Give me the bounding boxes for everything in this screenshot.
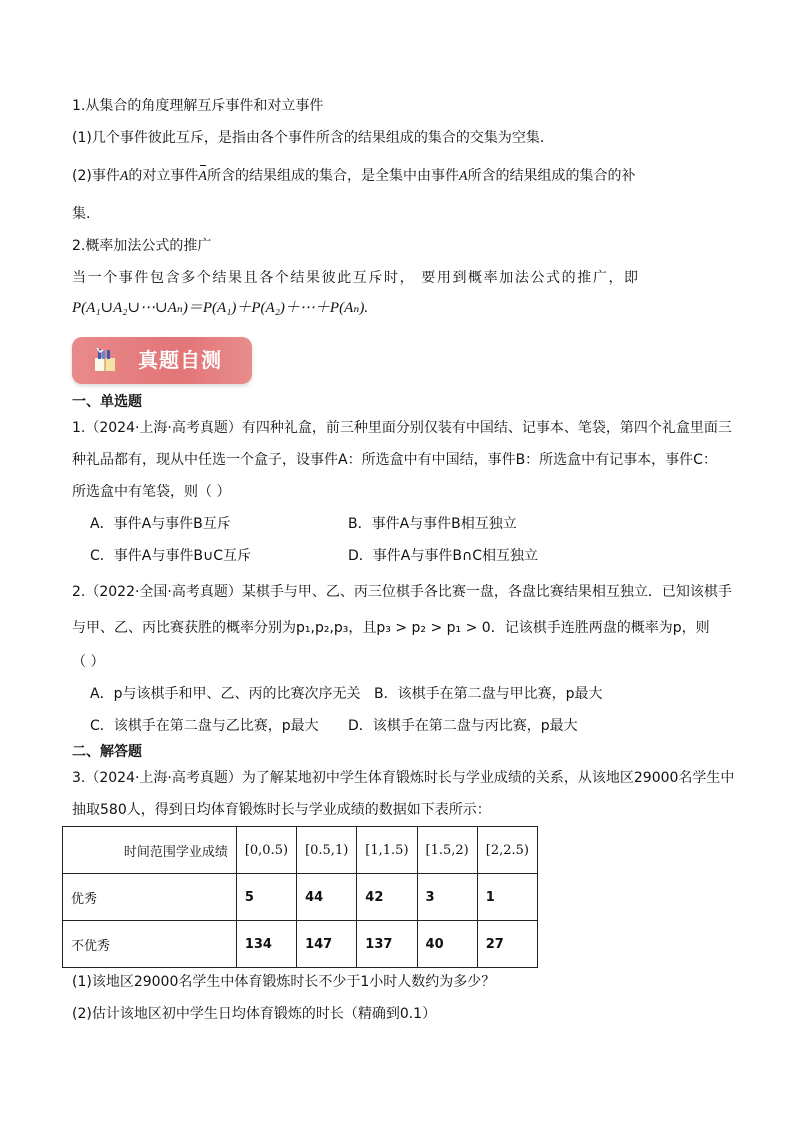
section-heading-1: 1.从集合的角度理解互斥事件和对立事件	[72, 98, 324, 114]
table-cell: 44	[297, 874, 357, 921]
table-cell: 147	[297, 921, 357, 968]
q3-stem-line1: 3.（2024·上海·高考真题）为了解某地初中学生体育锻炼时长与学业成绩的关系，从该地区29000名学生中	[72, 770, 735, 786]
table-header-cell: [0,0.5)	[236, 827, 296, 874]
q3-sub2: (2)估计该地区初中学生日均体育锻炼的时长（精确到0.1）	[72, 1006, 437, 1022]
math-A-complement: A	[198, 167, 207, 187]
paragraph-3: 当一个事件包含多个结果且各个结果彼此互斥时， 要用到概率加法公式的推广，即	[72, 270, 640, 286]
q2-option-c: C．该棋手在第二盘与乙比赛，p最大	[90, 718, 319, 734]
q2-option-d: D．该棋手在第二盘与丙比赛，p最大	[348, 718, 578, 734]
q1-stem-line1: 1.（2024·上海·高考真题）有四种礼盒，前三种里面分别仅装有中国结、记事本、笔袋，第四个礼盒里面三	[72, 420, 732, 436]
table-header-cell: [0.5,1)	[297, 827, 357, 874]
q1-option-c: C．事件A与事件B∪C互斥	[90, 548, 251, 564]
table-row	[63, 921, 538, 968]
q3-sub1: (1)该地区29000名学生中体育锻炼时长不少于1小时人数约为多少？	[72, 974, 496, 990]
data-table	[62, 826, 538, 968]
table-cell: 134	[236, 921, 296, 968]
table-cell: 40	[417, 921, 477, 968]
banner-title: 真题自测	[138, 348, 222, 372]
q1-option-a: A．事件A与事件B互斥	[90, 516, 231, 532]
formula: P(A₁∪A₂∪⋯∪Aₙ)＝P(A₁)＋P(A₂)＋⋯＋P(Aₙ).	[72, 300, 369, 316]
text: 所含的结果组成的集合的补	[467, 168, 636, 184]
table-header-cell: [1.5,2)	[417, 827, 477, 874]
q1-option-b: B．事件A与事件B相互独立	[348, 516, 517, 532]
book-icon	[92, 347, 118, 373]
table-cell: 1	[477, 874, 537, 921]
table-header-label: 时间范围学业成绩	[63, 827, 237, 874]
math-A: A	[119, 169, 129, 184]
q2-option-a: A．p与该棋手和甲、乙、丙的比赛次序无关	[90, 686, 361, 702]
table-header-row	[63, 827, 538, 874]
table-header-cell: [2,2.5)	[477, 827, 537, 874]
q2-stem-line1: 2.（2022·全国·高考真题）某棋手与甲、乙、丙三位棋手各比赛一盘，各盘比赛结果相互独立．已知该棋手	[72, 584, 732, 600]
q3-stem-line2: 抽取580人，得到日均体育锻炼时长与学业成绩的数据如下表所示：	[72, 802, 491, 818]
q2-stem-line3: （ ）	[72, 654, 105, 670]
paragraph-2-continued: 集.	[72, 206, 91, 222]
text: 所含的结果组成的集合，是全集中由事件	[206, 168, 459, 184]
table-cell: 42	[357, 874, 417, 921]
section-heading-2: 2.概率加法公式的推广	[72, 238, 212, 254]
row-label: 优秀	[63, 874, 237, 921]
section-banner	[72, 337, 252, 384]
paragraph-2	[72, 166, 636, 187]
table-header-cell: [1,1.5)	[357, 827, 417, 874]
q2-stem-line2: 与甲、乙、丙比赛获胜的概率分别为p₁,p₂,p₃，且p₃ > p₂ > p₁ > 0．记该棋手连胜两盘的概率为p，则	[72, 620, 710, 636]
q1-stem-line3: 所选盒中有笔袋，则（ ）	[72, 484, 231, 500]
table-cell: 5	[236, 874, 296, 921]
q1-stem-line2: 种礼品都有，现从中任选一个盒子，设事件A：所选盒中有中国结，事件B：所选盒中有记事本，事件C：	[72, 452, 717, 468]
table-cell: 27	[477, 921, 537, 968]
paragraph-1: (1)几个事件彼此互斥，是指由各个事件所含的结果组成的集合的交集为空集.	[72, 130, 545, 146]
table-cell: 3	[417, 874, 477, 921]
text: 的对立事件	[128, 168, 199, 184]
table-cell: 137	[357, 921, 417, 968]
row-label: 不优秀	[63, 921, 237, 968]
q1-option-d: D．事件A与事件B∩C相互独立	[348, 548, 538, 564]
part-title-2: 二、解答题	[72, 744, 142, 760]
part-title-1: 一、单选题	[72, 394, 142, 410]
q2-option-b: B．该棋手在第二盘与甲比赛，p最大	[374, 686, 603, 702]
math-A: A	[458, 169, 468, 184]
text: (2)事件	[72, 168, 120, 184]
table-row	[63, 874, 538, 921]
